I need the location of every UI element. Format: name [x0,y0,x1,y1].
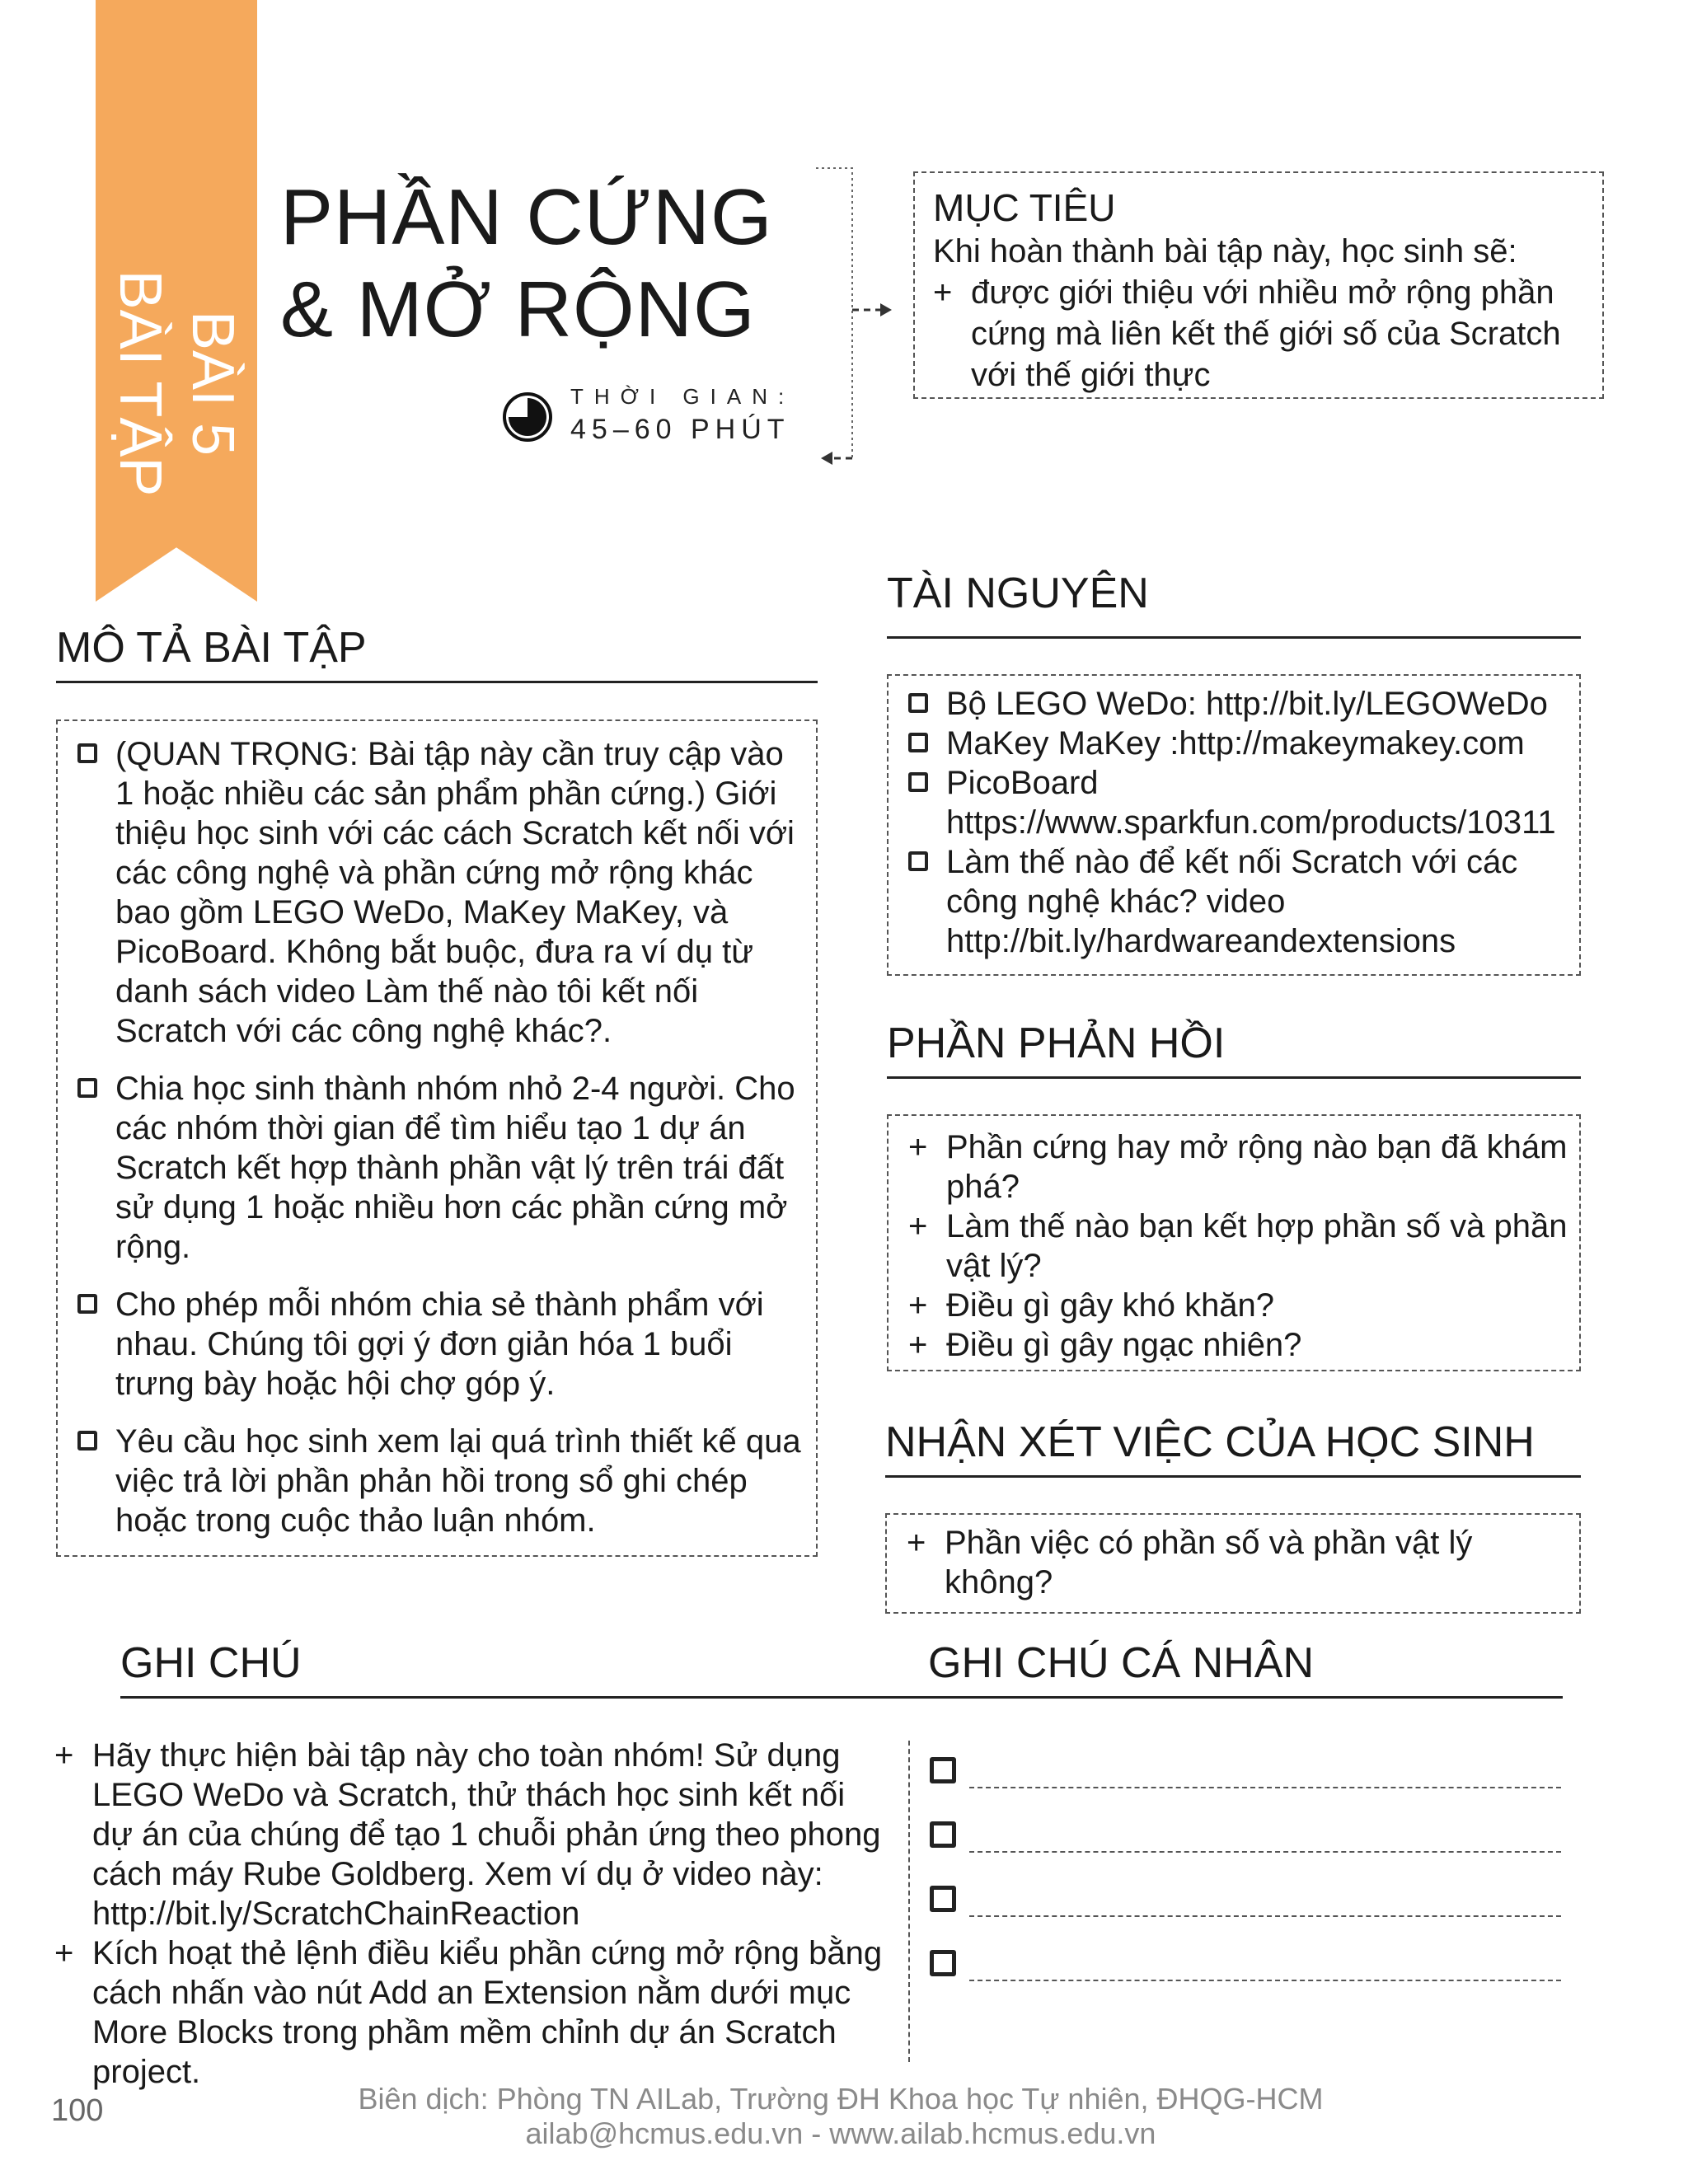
list-item [54,1736,887,1933]
description-item-text: Chia học sinh thành nhóm nhỏ 2-4 người. Cho các nhóm thời gian để tìm hiểu tạo 1 dự án Scratch kết hợp thành phần vật lý trên trái đất sử dụng 1 hoặc nhiều hơn các phần cứng mở rộng. [115,1071,795,1265]
reflection-heading: PHẦN PHẢN HỒI [887,1019,1226,1067]
checkbox-icon [908,842,928,882]
description-box [56,719,818,1557]
objectives-box [913,171,1604,399]
footer [330,2082,1352,2151]
page-number: 100 [51,2093,104,2128]
list-item [908,724,1568,763]
footer-credit: Biên dịch: Phòng TN AILab, Trường ĐH Khoa học Tự nhiên, ĐHQG-HCM [358,2082,1324,2116]
review-rule [885,1475,1581,1478]
checkbox-icon [77,1285,97,1324]
page-title-line-2: & MỞ RỘNG [280,265,756,354]
list-item [77,1285,803,1404]
review-box [885,1513,1581,1614]
resource-item-text: MaKey MaKey :http://makeymakey.com [946,725,1525,762]
footer-contact: ailab@hcmus.edu.vn - www.ailab.hcmus.edu.vn [525,2116,1156,2150]
list-item [77,1069,803,1267]
checkbox-icon[interactable] [930,1886,956,1912]
description-item-text: Cho phép mỗi nhóm chia sẻ thành phẩm với nhau. Chúng tôi gợi ý đơn giản hóa 1 buổi trưng bày hoặc hội chợ góp ý. [115,1286,764,1402]
description-item-text: Yêu cầu học sinh xem lại quá trình thiết kế qua việc trả lời phần phản hồi trong sổ ghi chép hoặc trong cuộc thảo luận nhóm. [115,1423,801,1539]
personal-note-row[interactable] [930,1950,1561,1983]
objectives-item [933,272,1584,396]
time-value: 45–60 PHÚT [570,414,790,445]
checkbox-icon [77,1069,97,1108]
ribbon-lesson-number: BÀI 5 [180,310,246,457]
resource-item-text: Bộ LEGO WeDo: http://bit.ly/LEGOWeDo [946,686,1548,722]
resources-box [887,674,1581,976]
clock-icon [501,391,554,443]
objectives-intro: Khi hoàn thành bài tập này, học sinh sẽ: [933,233,1517,269]
plus-icon: + [908,1208,928,1244]
checkbox-icon [77,1422,97,1461]
list-item [54,1933,887,2092]
resource-item-text: PicoBoard https://www.sparkfun.com/products/10311 [946,765,1556,841]
reflection-item-text: Làm thế nào bạn kết hợp phần số và phần vật lý? [946,1208,1568,1284]
objectives-heading: MỤC TIÊU [933,186,1116,229]
list-item [908,842,1568,961]
description-rule [56,681,818,683]
checkbox-icon [908,684,928,724]
note-line [969,1851,1561,1853]
review-heading: NHẬN XÉT VIỆC CỦA HỌC SINH [885,1418,1535,1466]
page-title-line-1: PHẦN CỨNG [280,173,773,261]
note-line [969,1915,1561,1917]
personal-note-row[interactable] [930,1886,1561,1919]
plus-icon: + [54,1737,74,1774]
personal-note-row[interactable] [930,1821,1561,1854]
reflection-item-text: Điều gì gây ngạc nhiên? [946,1327,1302,1363]
list-item [908,684,1568,724]
list-item [908,1207,1568,1286]
notes-divider [908,1741,910,2062]
notes-item-text: Hãy thực hiện bài tập này cho toàn nhóm! Sử dụng LEGO WeDo và Scratch, thử thách học sinh kết nối dự án của chúng để tạo 1 chuỗi phản ứng theo phong cách máy Rube Goldberg. Xem ví dụ ở video này: http://bit.ly/ScratchChainReaction [92,1737,881,1932]
list-item [77,1422,803,1540]
lesson-ribbon-label [40,269,312,497]
checkbox-icon[interactable] [930,1757,956,1783]
reflection-box [887,1114,1581,1371]
checkbox-icon[interactable] [930,1950,956,1976]
resources-rule [887,636,1581,639]
page-title [280,171,773,356]
plus-icon: + [908,1129,928,1165]
list-item [907,1523,1568,1602]
description-heading: MÔ TẢ BÀI TẬP [56,624,367,672]
note-line [969,1787,1561,1788]
notes-rule [120,1696,1563,1699]
list-item [908,1325,1568,1365]
connector-arrows [816,165,898,478]
reflection-item-text: Phần cứng hay mở rộng nào bạn đã khám phá? [946,1129,1568,1205]
list-item [908,1127,1568,1207]
ribbon-lesson-type: BÀI TẬP [107,269,173,497]
notes-item-text: Kích hoạt thẻ lệnh điều kiểu phần cứng mở rộng bằng cách nhấn vào nút Add an Extension nằm dưới mục More Blocks trong phầm mềm chỉnh dự án Scratch project. [92,1935,883,2090]
reflection-item-text: Điều gì gây khó khăn? [946,1287,1275,1324]
checkbox-icon [908,724,928,763]
note-line [969,1980,1561,1981]
plus-icon: + [908,1287,928,1324]
reflection-rule [887,1076,1581,1079]
plus-icon: + [54,1935,74,1971]
list-item [908,763,1568,842]
checkbox-icon [908,763,928,803]
checkbox-icon[interactable] [930,1821,956,1848]
review-item-text: Phần việc có phần số và phần vật lý không? [945,1525,1473,1601]
objectives-item-text: được giới thiệu với nhiều mở rộng phần cứng mà liên kết thế giới số của Scratch với thế giới thực [971,274,1561,393]
plus-icon: + [907,1525,926,1561]
notes-list [54,1736,887,2092]
description-item-text: (QUAN TRỌNG: Bài tập này cần truy cập vào 1 hoặc nhiều các sản phẩm phần cứng.) Giới thiệu học sinh với các cách Scratch kết nối với các công nghệ và phần cứng mở rộng khác bao gồm LEGO WeDo, MaKey MaKey, và PicoBoard. Không bắt buộc, đưa ra ví dụ từ danh sách video Làm thế nào tôi kết nối Scratch với các công nghệ khác?. [115,736,795,1049]
plus-icon: + [933,274,953,311]
resources-heading: TÀI NGUYÊN [887,569,1149,617]
list-item [908,1286,1568,1325]
personal-notes-heading: GHI CHÚ CÁ NHÂN [928,1639,1315,1687]
personal-note-row[interactable] [930,1757,1561,1790]
plus-icon: + [908,1327,928,1363]
time-label: THỜI GIAN: [570,384,795,409]
checkbox-icon [77,734,97,774]
resource-item-text: Làm thế nào để kết nối Scratch với các công nghệ khác? video http://bit.ly/hardwareandextensions [946,844,1518,959]
list-item [77,734,803,1051]
notes-heading: GHI CHÚ [120,1639,302,1687]
